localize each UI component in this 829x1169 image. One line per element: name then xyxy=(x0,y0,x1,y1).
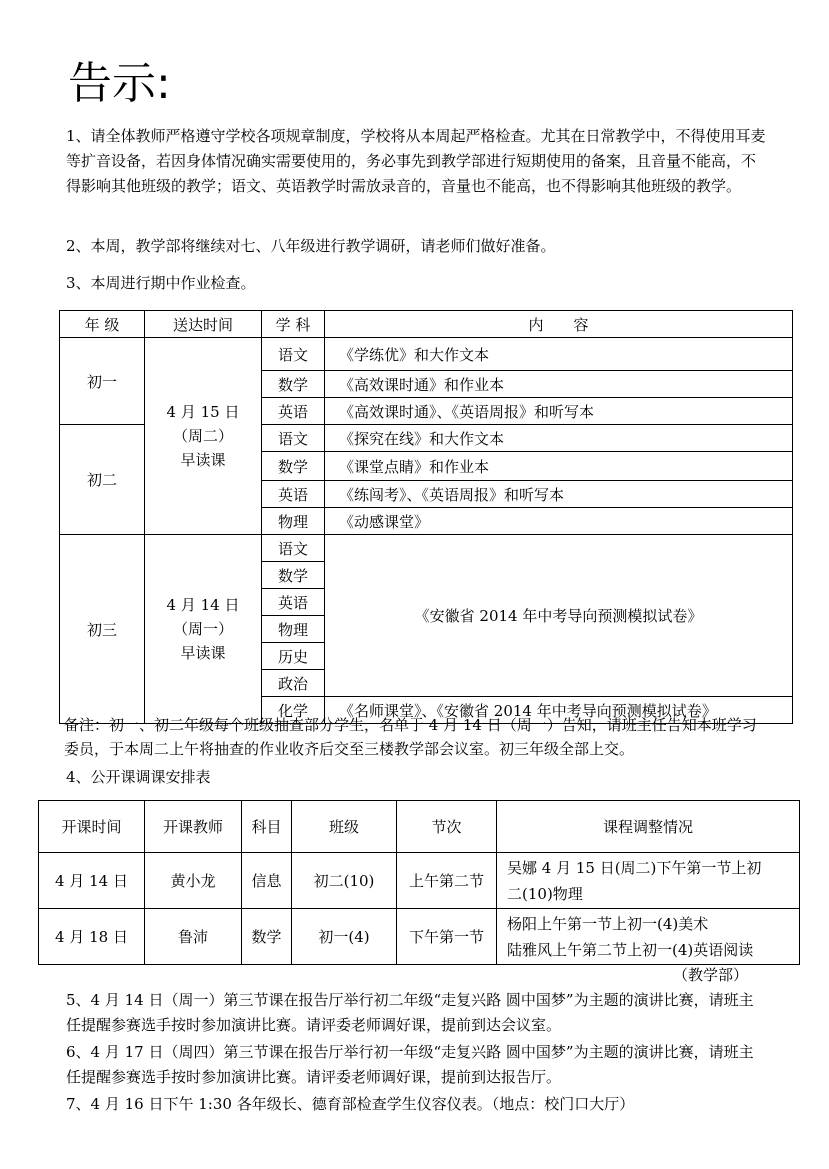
table-row xyxy=(39,909,800,965)
subject-cell: 物理 xyxy=(262,508,325,535)
teacher-cell: 鲁沛 xyxy=(145,909,242,965)
header-subject: 学 科 xyxy=(262,311,325,338)
teacher-cell: 黄小龙 xyxy=(145,853,242,909)
table-row xyxy=(60,338,793,371)
subject-cell: 历史 xyxy=(262,643,325,670)
subject-cell: 物理 xyxy=(262,616,325,643)
content-cell: 《名师课堂》、《安徽省 2014 年中考导向预测模拟试卷》 xyxy=(325,697,793,724)
class-cell: 初二(10) xyxy=(292,853,397,909)
notice-item-2: 2、本周，教学部将继续对七、八年级进行教学调研，请老师们做好准备。 xyxy=(66,237,556,255)
homework-check-table xyxy=(59,310,793,724)
adjustment-line: 陆雅风上午第二节上初一(4)英语阅读 xyxy=(507,940,754,959)
subject-cell: 数学 xyxy=(242,909,292,965)
time-period: 早读课 xyxy=(180,644,226,662)
grade-cell: 初一 xyxy=(60,338,145,425)
notice-item-5: 5、4 月 14 日（周一）第三节课在报告厅举行初二年级“走复兴路 圆中国梦”为主题的演讲比赛，请班主任提醒参赛选手按时参加演讲比赛。请评委老师调好课，提前到达会议室。 xyxy=(66,991,754,1034)
subject-cell: 语文 xyxy=(262,338,325,371)
table-header-row xyxy=(60,311,793,338)
time-cell xyxy=(145,338,262,535)
subject-cell: 英语 xyxy=(262,481,325,508)
subject-cell: 英语 xyxy=(262,398,325,425)
grade-cell: 初二 xyxy=(60,425,145,535)
subject-cell: 数学 xyxy=(262,562,325,589)
table-row xyxy=(39,853,800,909)
header-content: 内 容 xyxy=(325,311,793,338)
content-cell: 《练闯考》、《英语周报》和听写本 xyxy=(325,481,793,508)
content-cell: 《高效课时通》、《英语周报》和听写本 xyxy=(325,398,793,425)
page-title: 告示: xyxy=(68,58,171,109)
subject-cell: 政治 xyxy=(262,670,325,697)
notice-item-7: 7、4 月 16 日下午 1:30 各年级长、德育部检查学生仪容仪表。（地点：校门口大厅） xyxy=(66,1095,635,1113)
header-adjustment: 课程调整情况 xyxy=(497,801,800,853)
adjustment-line: 杨阳上午第一节上初一(4)美术 xyxy=(507,914,709,933)
period-cell: 下午第一节 xyxy=(397,909,497,965)
subject-cell: 数学 xyxy=(262,452,325,481)
table-header-row xyxy=(39,801,800,853)
content-cell: 《探究在线》和大作文本 xyxy=(325,425,793,452)
content-cell: 《学练优》和大作文本 xyxy=(325,338,793,371)
subject-cell: 语文 xyxy=(262,535,325,562)
subject-cell: 化学 xyxy=(262,697,325,724)
notice-item-3: 3、本周进行期中作业检查。 xyxy=(66,274,256,292)
notice-item-6: 6、4 月 17 日（周四）第三节课在报告厅举行初一年级“走复兴路 圆中国梦”为主题的演讲比赛，请班主任提醒参赛选手按时参加演讲比赛。请评委老师调好课，提前到达报告厅。 xyxy=(66,1043,754,1086)
time-cell xyxy=(145,535,262,724)
header-class: 班级 xyxy=(292,801,397,853)
time-weekday: （周一） xyxy=(172,620,233,638)
content-cell: 《动感课堂》 xyxy=(325,508,793,535)
date-cell: 4 月 14 日 xyxy=(39,853,145,909)
content-cell: 《课堂点睛》和作业本 xyxy=(325,452,793,481)
header-period: 节次 xyxy=(397,801,497,853)
department-signature: （教学部） xyxy=(673,966,749,984)
header-subject: 科目 xyxy=(242,801,292,853)
header-teacher: 开课教师 xyxy=(145,801,242,853)
time-date: 4 月 15 日 xyxy=(166,403,240,421)
subject-cell: 语文 xyxy=(262,425,325,452)
time-period: 早读课 xyxy=(180,451,226,469)
header-time: 送达时间 xyxy=(145,311,262,338)
class-cell: 初一(4) xyxy=(292,909,397,965)
subject-cell: 信息 xyxy=(242,853,292,909)
subject-cell: 数学 xyxy=(262,371,325,398)
notice-item-1: 1、请全体教师严格遵守学校各项规章制度，学校将从本周起严格检查。尤其在日常教学中，不得使用耳麦等扩音设备，若因身体情况确实需要使用的，务必事先到教学部进行短期使用的备案，且音量不能高，不得影响其他班级的教学；语文、英语教学时需放录音的，音量也不能高，也不得影响其他班级的教学。 xyxy=(66,127,766,195)
content-cell: 《高效课时通》和作业本 xyxy=(325,371,793,398)
adjustment-line: 二(10)物理 xyxy=(507,884,583,903)
time-date: 4 月 14 日 xyxy=(166,596,240,614)
adjustment-cell xyxy=(497,909,800,965)
header-date: 开课时间 xyxy=(39,801,145,853)
subject-cell: 英语 xyxy=(262,589,325,616)
grade-cell: 初三 xyxy=(60,535,145,724)
content-cell: 《安徽省 2014 年中考导向预测模拟试卷》 xyxy=(325,535,793,697)
public-class-table xyxy=(38,800,800,965)
homework-note: 备注：初一、初二年级每个班级抽查部分学生，名单于 4 月 14 日（周一）告知，请班主任告知本班学习委员，于本周二上午将抽查的作业收齐后交至三楼教学部会议室。初三年级全部上交。 xyxy=(64,716,757,758)
header-grade: 年 级 xyxy=(60,311,145,338)
notice-item-4: 4、公开课调课安排表 xyxy=(66,768,211,786)
adjustment-cell xyxy=(497,853,800,909)
period-cell: 上午第二节 xyxy=(397,853,497,909)
table-row xyxy=(60,535,793,562)
date-cell: 4 月 18 日 xyxy=(39,909,145,965)
adjustment-line: 吴娜 4 月 15 日(周二)下午第一节上初 xyxy=(507,858,762,877)
time-weekday: （周二） xyxy=(172,427,233,445)
